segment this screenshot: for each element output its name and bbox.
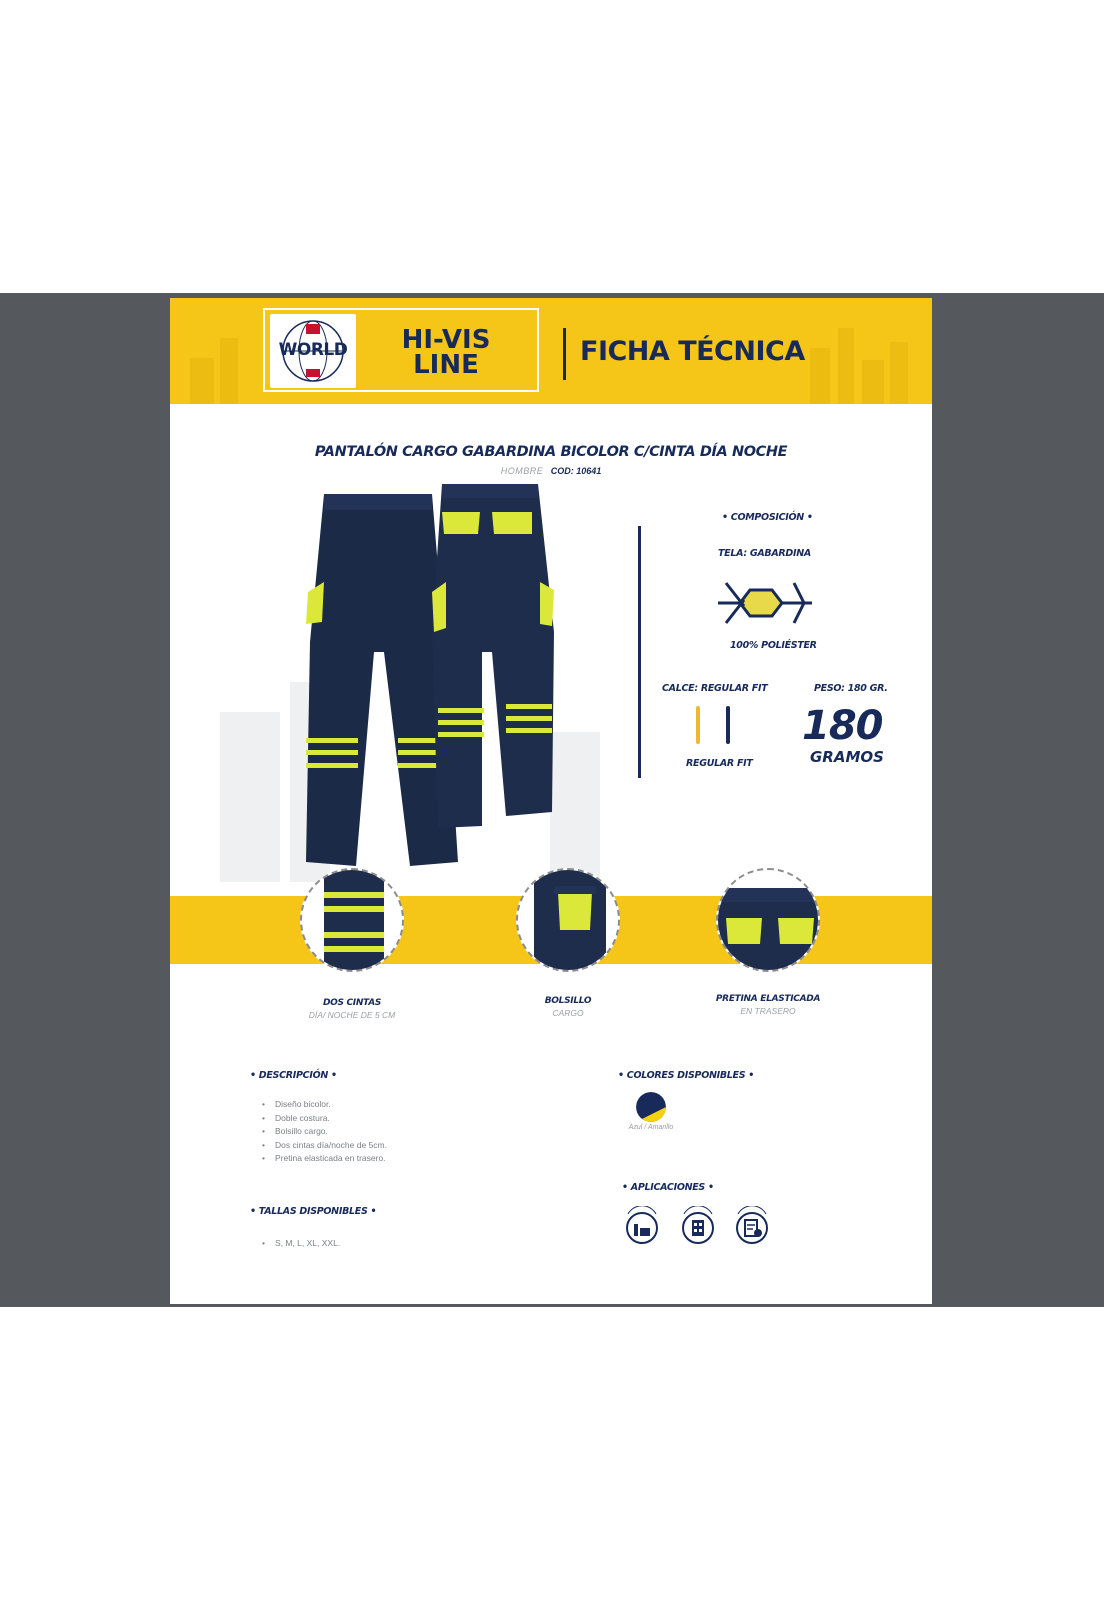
- product-title: PANTALÓN CARGO GABARDINA BICOLOR C/CINTA DÍA NOCHE: [314, 444, 788, 460]
- detail-1-subtitle: DÍA/ NOCHE DE 5 CM: [308, 1010, 396, 1020]
- detail-1-title: DOS CINTAS: [322, 998, 382, 1008]
- weight-unit: GRAMOS: [810, 748, 884, 766]
- header-band: [170, 298, 932, 404]
- weight-label: PESO: 180 GR.: [814, 683, 888, 694]
- detail-tapes-image: [300, 868, 404, 972]
- industria-icon: [622, 1206, 662, 1246]
- description-heading: • DESCRIPCIÓN •: [250, 1070, 337, 1081]
- seguridad-icon: [732, 1206, 772, 1246]
- technical-sheet: [170, 298, 932, 1304]
- polyester-fiber-icon: [716, 578, 816, 628]
- description-item: • Doble costura.: [262, 1112, 387, 1126]
- construccion-icon: [678, 1206, 718, 1246]
- detail-2-title: BOLSILLO: [544, 996, 592, 1006]
- composition-heading: • COMPOSICIÓN •: [722, 512, 813, 523]
- sizes-heading: • TALLAS DISPONIBLES •: [250, 1206, 377, 1217]
- fiber-label: 100% POLIÉSTER: [730, 640, 817, 651]
- colors-heading: • COLORES DISPONIBLES •: [618, 1070, 755, 1081]
- detail-3-subtitle: EN TRASERO: [740, 1006, 796, 1016]
- logo-text: WORLD: [278, 340, 348, 360]
- description-item: • Dos cintas día/noche de 5cm.: [262, 1139, 387, 1153]
- description-item: • Pretina elasticada en trasero.: [262, 1152, 387, 1166]
- product-subline: [170, 466, 932, 476]
- pants-illustration: [220, 482, 620, 882]
- detail-2-subtitle: CARGO: [552, 1008, 584, 1018]
- color-swatch-label: Azul / Amarillo: [628, 1124, 674, 1131]
- applications-heading: • APLICACIONES •: [622, 1182, 714, 1193]
- regular-fit-icon: [690, 702, 740, 748]
- detail-pocket-image: [516, 868, 620, 972]
- bottom-margin: [0, 1307, 1104, 1600]
- detail-waistband-image: [716, 868, 820, 972]
- color-swatch-navy-yellow: [636, 1092, 666, 1122]
- sheet-title: FICHA TÉCNICA: [580, 336, 805, 367]
- fit-caption: REGULAR FIT: [686, 758, 753, 769]
- header-divider: [563, 328, 566, 380]
- product-gender: HOMBRE: [500, 466, 544, 476]
- sizes-values: • S, M, L, XL, XXL.: [262, 1238, 340, 1248]
- description-item: • Diseño bicolor.: [262, 1098, 387, 1112]
- back-pants: [432, 484, 554, 828]
- product-code: COD: 10641: [550, 466, 602, 476]
- description-item: • Bolsillo cargo.: [262, 1125, 387, 1139]
- fabric-label: TELA: GABARDINA: [718, 548, 811, 559]
- world-logo: [270, 314, 356, 388]
- detail-3-title: PRETINA ELASTICADA: [715, 994, 821, 1004]
- weight-value: 180: [802, 703, 883, 749]
- top-margin: [0, 0, 1104, 293]
- brand-name: [366, 325, 526, 380]
- fit-label: CALCE: REGULAR FIT: [662, 683, 768, 694]
- brand-line-2: LINE: [413, 350, 479, 380]
- composition-divider: [638, 526, 641, 778]
- description-list: [262, 1098, 387, 1166]
- brand-line-1: HI-VIS: [401, 325, 491, 355]
